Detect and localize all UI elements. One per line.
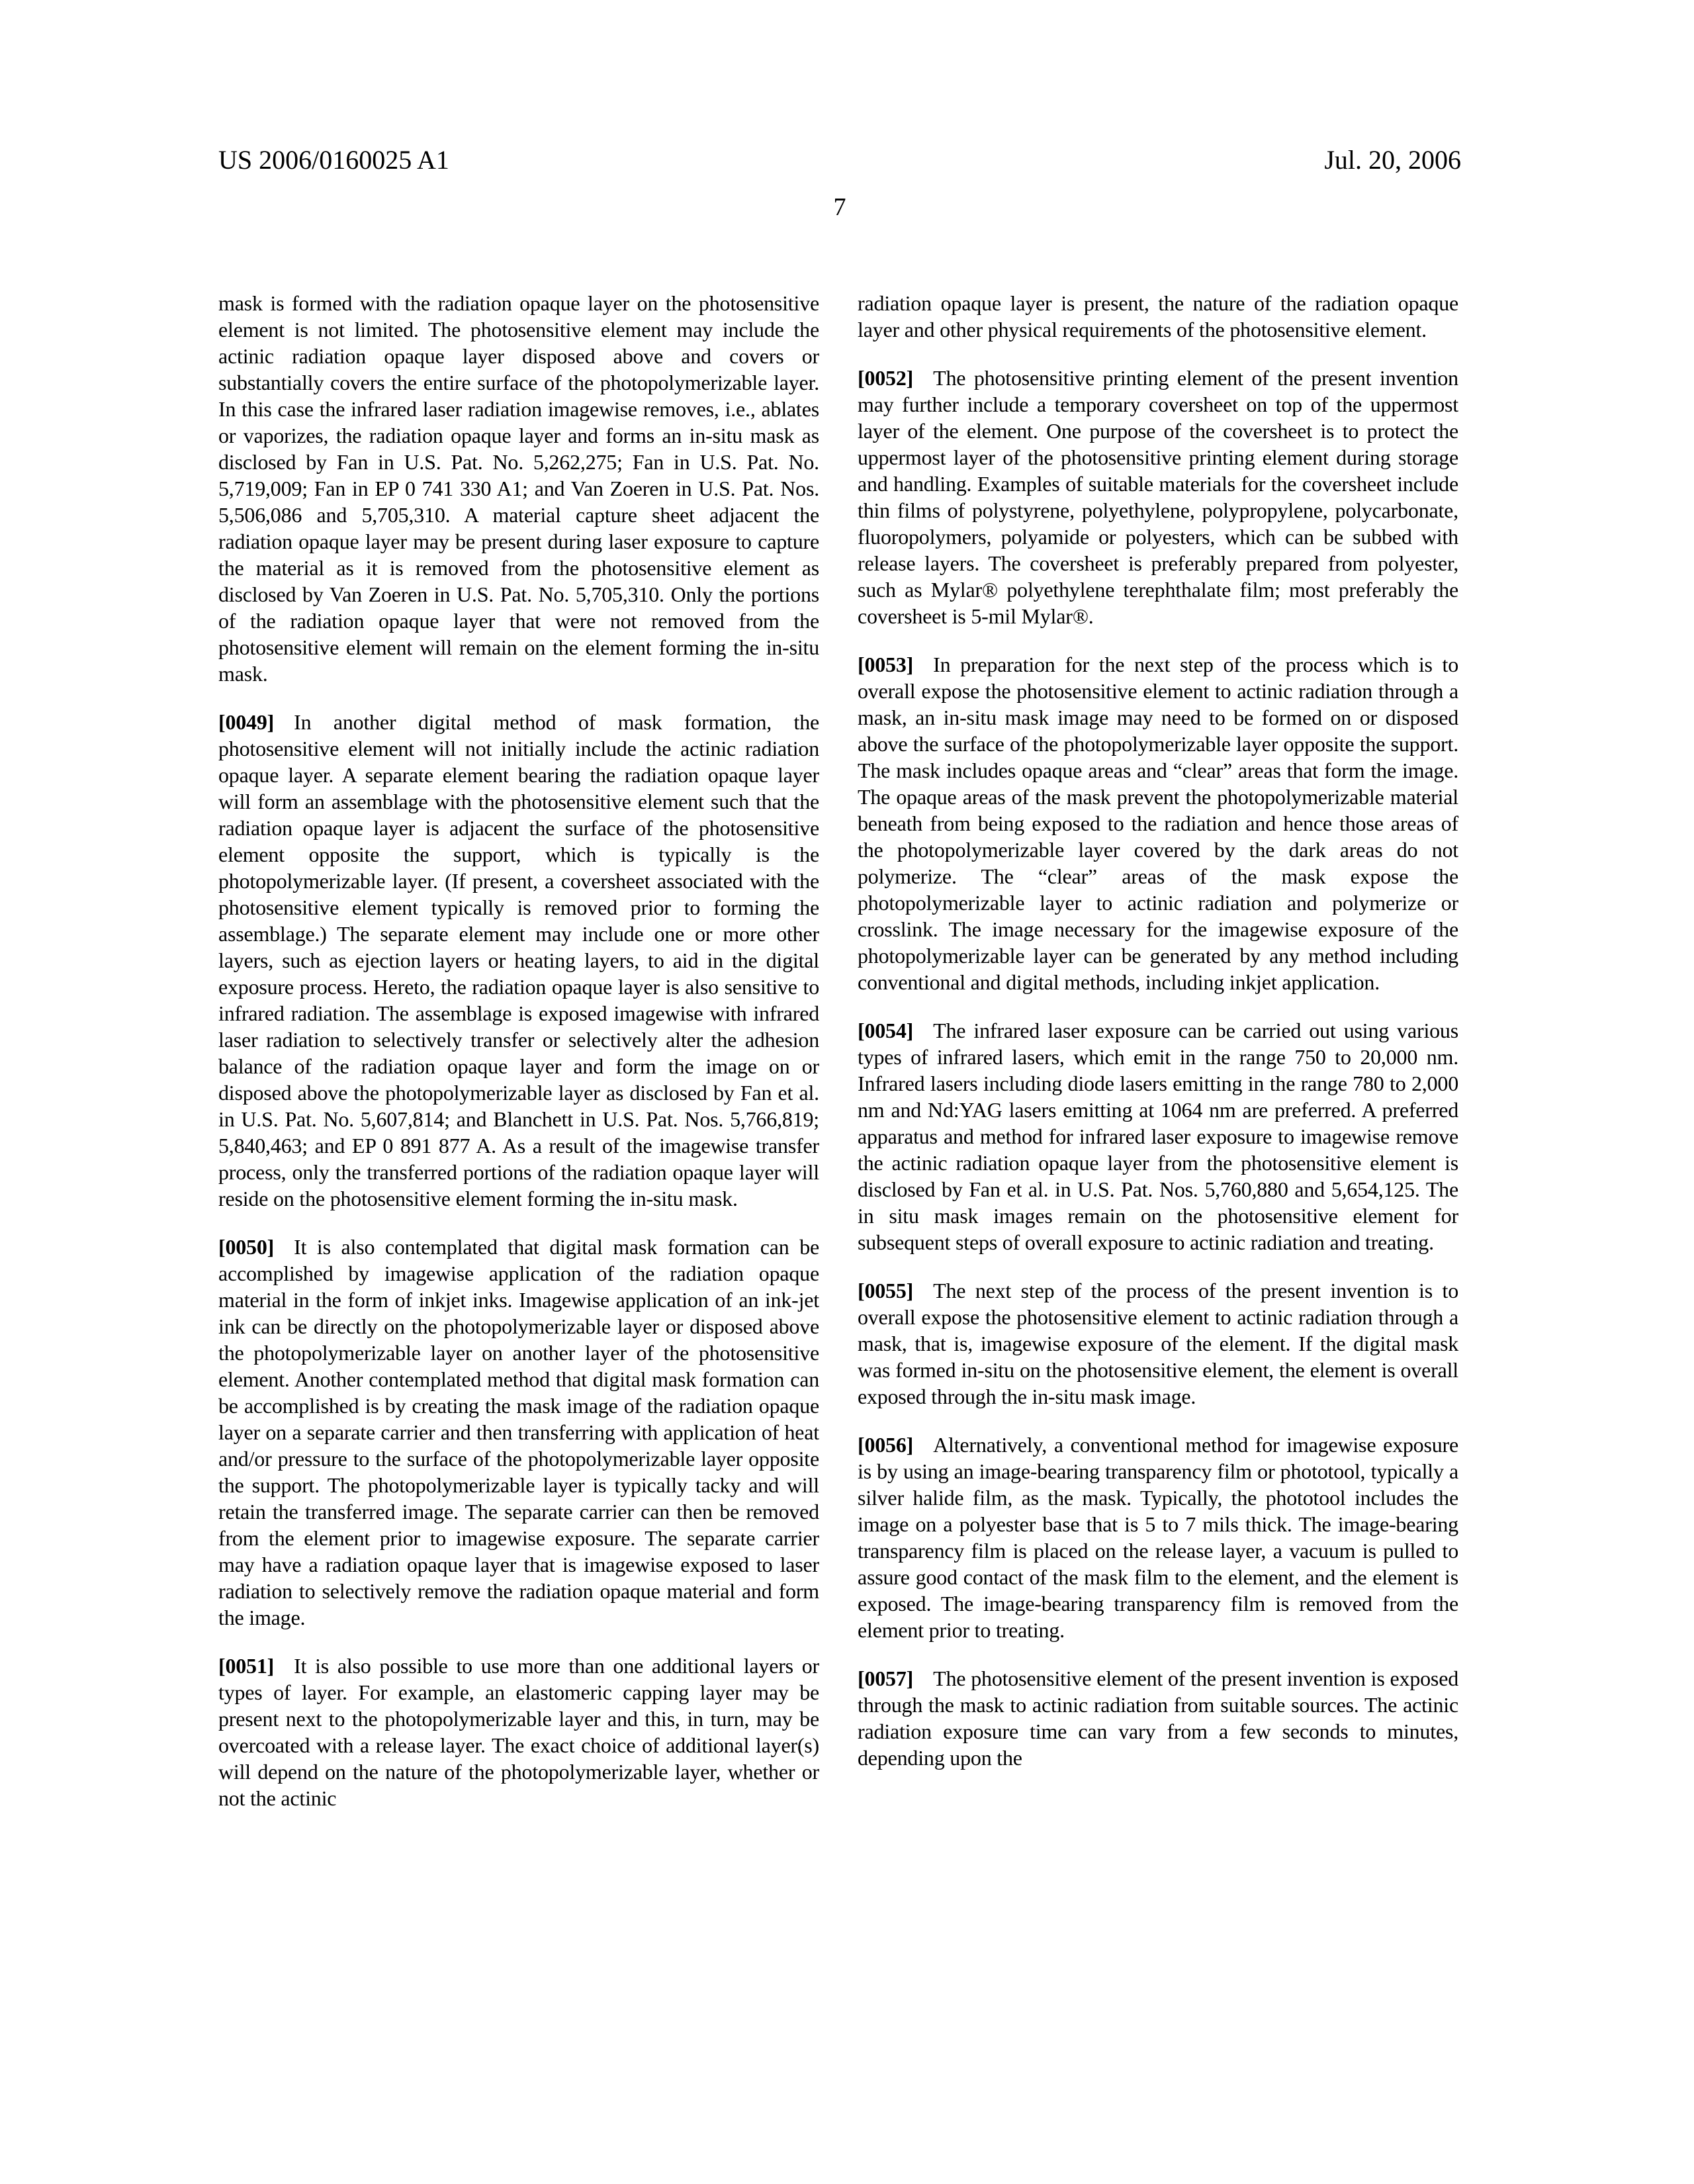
paragraph	[218, 709, 819, 1212]
paragraph-text: Alternatively, a conventional method for imagewise exposure is by using an image-bearing transparency film or phototool, typically a silver halide film, as the mask. Typically, the phototool includes the image on a polyester base that is 5 to 7 mils thick. The image-bearing transparency film is placed on the release layer, a vacuum is pulled to assure good contact of the mask film to the element, and the element is exposed. The image-bearing transparency film is removed from the element prior to treating.	[858, 1433, 1458, 1642]
paragraph	[218, 1234, 819, 1631]
paragraph-number: [0054]	[858, 1019, 914, 1042]
paragraph	[218, 1653, 819, 1811]
left-column	[218, 290, 819, 1811]
paragraph	[858, 1017, 1458, 1255]
publication-number: US 2006/0160025 A1	[218, 145, 449, 175]
paragraph	[858, 651, 1458, 995]
paragraph	[858, 1432, 1458, 1643]
paragraph-text: In preparation for the next step of the process which is to overall expose the photosensitive element to actinic radiation through a mask, an in-situ mask image may need to be formed on or disposed above the surface of the photopolymerizable layer opposite the support. The mask includes opaque areas and “clear” areas that form the image. The opaque areas of the mask prevent the photopolymerizable material beneath from being exposed to the radiation and hence those areas of the photopolymerizable layer covered by the dark areas do not polymerize. The “clear” areas of the mask expose the photopolymerizable layer to actinic radiation and polymerize or crosslink. The image necessary for the imagewise exposure of the photopolymerizable layer can be generated by any method including conventional and digital methods, including inkjet application.	[858, 653, 1458, 994]
paragraph-text: The photosensitive printing element of the present invention may further include a temporary coversheet on top of the uppermost layer of the element. One purpose of the coversheet is to protect the uppermost layer of the photosensitive printing element during storage and handling. Examples of suitable materials for the coversheet include thin films of polystyrene, polyethylene, polypropylene, polycarbonate, fluoropolymers, polyamide or polyesters, which can be subbed with release layers. The coversheet is preferably prepared from polyester, such as Mylar® polyethylene terephthalate film; most preferably the coversheet is 5-mil Mylar®.	[858, 366, 1458, 628]
paragraph-text: The next step of the process of the present invention is to overall expose the photosensitive element to actinic radiation through a mask, that is, imagewise exposure of the element. If the digital mask was formed in-situ on the photosensitive element, the element is overall exposed through the in-situ mask image.	[858, 1279, 1458, 1408]
paragraph-number: [0051]	[218, 1654, 275, 1678]
paragraph-text: The infrared laser exposure can be carried out using various types of infrared lasers, which emit in the range 750 to 20,000 nm. Infrared lasers including diode lasers emitting in the range 780 to 2,000 nm and Nd:YAG lasers emitting at 1064 nm are preferred. A preferred apparatus and method for infrared laser exposure to imagewise remove the actinic radiation opaque layer from the photosensitive element is disclosed by Fan et al. in U.S. Pat. Nos. 5,760,880 and 5,654,125. The in situ mask images remain on the photosensitive element for subsequent steps of overall exposure to actinic radiation and treating.	[858, 1019, 1458, 1254]
publication-date: Jul. 20, 2006	[1324, 145, 1461, 175]
paragraph-number: [0056]	[858, 1433, 914, 1457]
page-header	[218, 146, 1461, 175]
paragraph-number: [0049]	[218, 710, 275, 734]
paragraph-text: radiation opaque layer is present, the nature of the radiation opaque layer and other physical requirements of the photosensitive element.	[858, 291, 1458, 341]
right-column	[858, 290, 1458, 1771]
paragraph	[858, 1665, 1458, 1771]
paragraph-number: [0057]	[858, 1666, 914, 1690]
paragraph-text: mask is formed with the radiation opaque layer on the photosensitive element is not limited. The photosensitive element may include the actinic radiation opaque layer disposed above and covers or substantially covers the entire surface of the photopolymerizable layer. In this case the infrared laser radiation imagewise removes, i.e., ablates or vaporizes, the radiation opaque layer and forms an in-situ mask as disclosed by Fan in U.S. Pat. No. 5,262,275; Fan in U.S. Pat. No. 5,719,009; Fan in EP 0 741 330 A1; and Van Zoeren in U.S. Pat. Nos. 5,506,086 and 5,705,310. A material capture sheet adjacent the radiation opaque layer may be present during laser exposure to capture the material as it is removed from the photosensitive element as disclosed by Van Zoeren in U.S. Pat. No. 5,705,310. Only the portions of the radiation opaque layer that were not removed from the photosensitive element will remain on the element forming the in-situ mask.	[218, 291, 819, 686]
paragraph-number: [0050]	[218, 1235, 275, 1259]
paragraph-text: It is also possible to use more than one additional layers or types of layer. For example, an elastomeric capping layer may be present next to the photopolymerizable layer and this, in turn, may be overcoated with a release layer. The exact choice of additional layer(s) will depend on the nature of the photopolymerizable layer, whether or not the actinic	[218, 1654, 819, 1810]
paragraph-number: [0053]	[858, 653, 914, 676]
paragraph	[858, 365, 1458, 629]
page-number: 7	[833, 193, 846, 221]
paragraph-text: It is also contemplated that digital mask formation can be accomplished by imagewise application of the radiation opaque material in the form of inkjet inks. Imagewise application of an ink-jet ink can be directly on the photopolymerizable layer or disposed above the photopolymerizable layer on another layer of the photosensitive element. Another contemplated method that digital mask formation can be accomplished is by creating the mask image of the radiation opaque layer on a separate carrier and then transferring with application of heat and/or pressure to the surface of the photopolymerizable layer opposite the support. The photopolymerizable layer is typically tacky and will retain the transferred image. The separate carrier can then be removed from the element prior to imagewise exposure. The separate carrier may have a radiation opaque layer that is imagewise exposed to laser radiation to selectively remove the radiation opaque material and form the image.	[218, 1235, 819, 1629]
paragraph	[858, 290, 1458, 343]
paragraph	[218, 290, 819, 687]
paragraph-number: [0052]	[858, 366, 914, 390]
paragraph-text: The photosensitive element of the present invention is exposed through the mask to actinic radiation from suitable sources. The actinic radiation exposure time can vary from a few seconds to minutes, depending upon the	[858, 1666, 1458, 1770]
paragraph	[858, 1277, 1458, 1410]
paragraph-number: [0055]	[858, 1279, 914, 1302]
paragraph-text: In another digital method of mask formation, the photosensitive element will not initially include the actinic radiation opaque layer. A separate element bearing the radiation opaque layer will form an assemblage with the photosensitive element such that the radiation opaque layer is adjacent the surface of the photosensitive element opposite the support, which is typically is the photopolymerizable layer. (If present, a coversheet associated with the photosensitive element typically is removed prior to forming the assemblage.) The separate element may include one or more other layers, such as ejection layers or heating layers, to aid in the digital exposure process. Hereto, the radiation opaque layer is also sensitive to infrared radiation. The assemblage is exposed imagewise with infrared laser radiation to selectively transfer or selectively alter the adhesion balance of the radiation opaque layer and form the image on or disposed above the photopolymerizable layer as disclosed by Fan et al. in U.S. Pat. No. 5,607,814; and Blanchett in U.S. Pat. Nos. 5,766,819; 5,840,463; and EP 0 891 877 A. As a result of the imagewise transfer process, only the transferred portions of the radiation opaque layer will reside on the photosensitive element forming the in-situ mask.	[218, 710, 819, 1210]
